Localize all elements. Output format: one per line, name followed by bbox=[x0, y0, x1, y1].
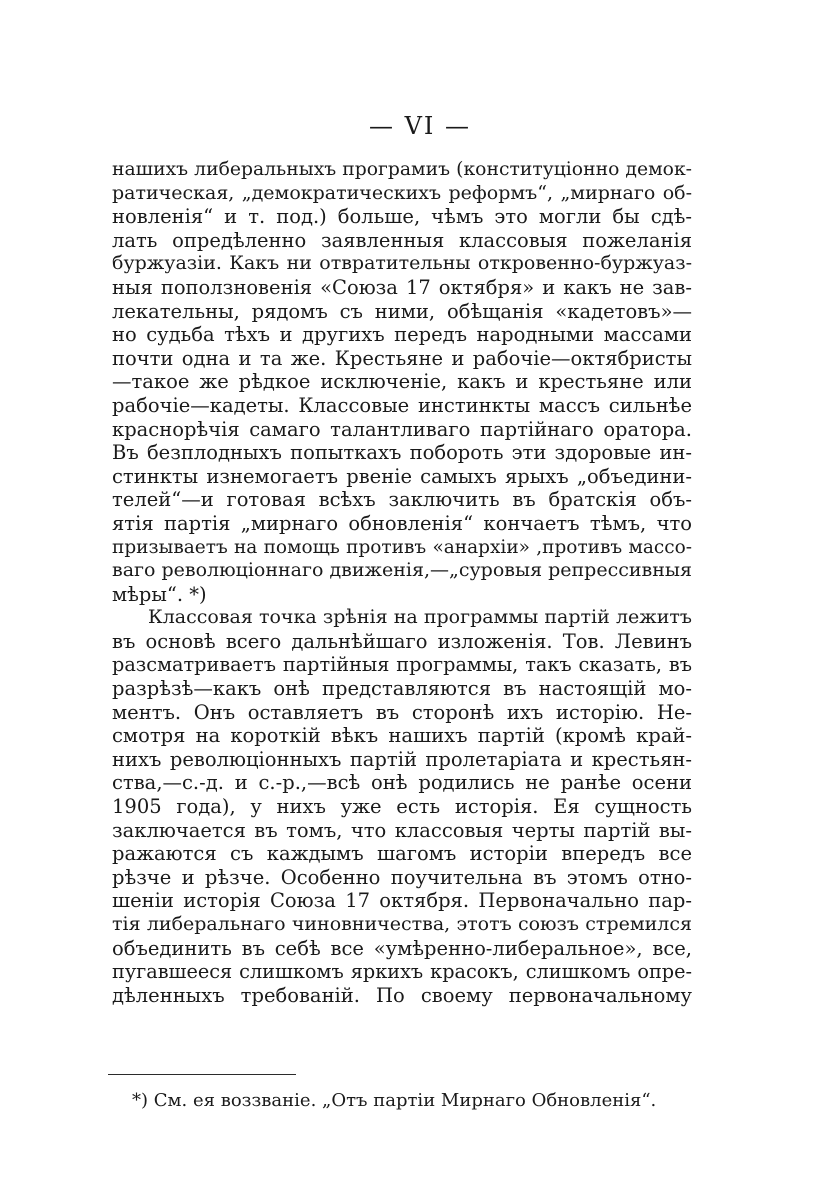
text-line: ныя поползновенія «Союза 17 октября» и какъ не зав- bbox=[112, 275, 692, 299]
text-line: лать опредѣленно заявленныя классовыя пожеланія bbox=[112, 228, 692, 252]
text-line: лекательны, рядомъ съ ними, обѣщанія «кадетовъ»— bbox=[112, 299, 692, 323]
text-line: нашихъ либеральныхъ програмиъ (конституціонно демок- bbox=[112, 159, 692, 180]
text-line: объединить въ себѣ все «умѣренно-либеральное», все, bbox=[112, 936, 692, 960]
body-text bbox=[112, 158, 692, 1007]
footnote: *) См. ея воззваніе. „Отъ партіи Мирнаго Обновленія“. bbox=[132, 1090, 657, 1111]
text-line: дѣленныхъ требованій. По своему первоначальному bbox=[112, 983, 692, 1007]
text-line: ятія партія „мирнаго обновленія“ кончаетъ тѣмъ, что bbox=[112, 511, 692, 535]
text-line: —такое же рѣдкое исключеніе, какъ и крестьяне или bbox=[112, 370, 692, 394]
text-line: новленія“ и т. под.) больше, чѣмъ это могли бы сдѣ- bbox=[112, 205, 692, 229]
text-line: заключается въ томъ, что классовыя черты партій вы- bbox=[112, 818, 692, 842]
text-line: краснорѣчія самаго талантливаго партійнаго оратора. bbox=[112, 417, 692, 441]
text-line: 1905 года), у нихъ уже есть исторія. Ея сущность bbox=[112, 795, 692, 819]
text-line: ражаются съ каждымъ шагомъ исторіи впередъ все bbox=[112, 842, 692, 866]
text-line: ства,—с.-д. и с.-р.,—всѣ онѣ родились не ранѣе осени bbox=[112, 771, 692, 795]
text-line: тія либеральнаго чиновничества, этотъ союзъ стремился bbox=[112, 913, 692, 935]
text-line: стинкты изнемогаетъ рвеніе самыхъ ярыхъ „объедини- bbox=[112, 464, 692, 488]
text-line: телей“—и готовая всѣхъ заключить въ братскія объ- bbox=[112, 488, 692, 512]
text-line: призываетъ на помощь противъ «анархіи» ,противъ массо- bbox=[112, 536, 692, 558]
text-line: шеніи исторія Союза 17 октября. Первоначально пар- bbox=[112, 889, 692, 913]
text-line: смотря на короткій вѣкъ нашихъ партій (кромѣ край- bbox=[112, 724, 692, 748]
text-line: рабочіе—кадеты. Классовые инстинкты массъ сильнѣе bbox=[112, 393, 692, 417]
text-line: мѣры“. *) bbox=[112, 582, 207, 606]
page-number: — VI — bbox=[368, 112, 472, 140]
footnote-divider bbox=[108, 1074, 296, 1075]
text-line: Въ безплодныхъ попыткахъ побороть эти здоровые ин- bbox=[112, 441, 692, 465]
text-line: въ основѣ всего дальнѣйшаго изложенія. Тов. Левинъ bbox=[112, 629, 692, 653]
text-line: но судьба тѣхъ и другихъ передъ народными массами bbox=[112, 323, 692, 347]
text-line: разрѣзѣ—какъ онѣ представляются въ настоящій мо- bbox=[112, 677, 692, 701]
text-line: ваго революціоннаго движенія,—„суровыя репрессивныя bbox=[112, 559, 692, 582]
paragraph-first-line: Классовая точка зрѣнія на программы партій лежитъ bbox=[148, 606, 692, 629]
text-line: рѣзче и рѣзче. Особенно поучительна въ этомъ отно- bbox=[112, 865, 692, 889]
text-line: ментъ. Онъ оставляетъ въ сторонѣ ихъ исторію. Не- bbox=[112, 700, 692, 724]
text-line: буржуазіи. Какъ ни отвратительны откровенно-буржуаз- bbox=[112, 252, 692, 275]
text-line: пугавшееся слишкомъ яркихъ красокъ, слишкомъ опре- bbox=[112, 960, 692, 984]
text-line: нихъ революціонныхъ партій пролетаріата и крестьян- bbox=[112, 747, 692, 771]
text-line: почти одна и та же. Крестьяне и рабочіе—октябристы bbox=[112, 346, 692, 370]
text-line: ратическая, „демократическихъ реформъ“, „мирнаго об- bbox=[112, 181, 692, 204]
text-line: разсматриваетъ партійныя программы, такъ сказать, въ bbox=[112, 653, 692, 677]
